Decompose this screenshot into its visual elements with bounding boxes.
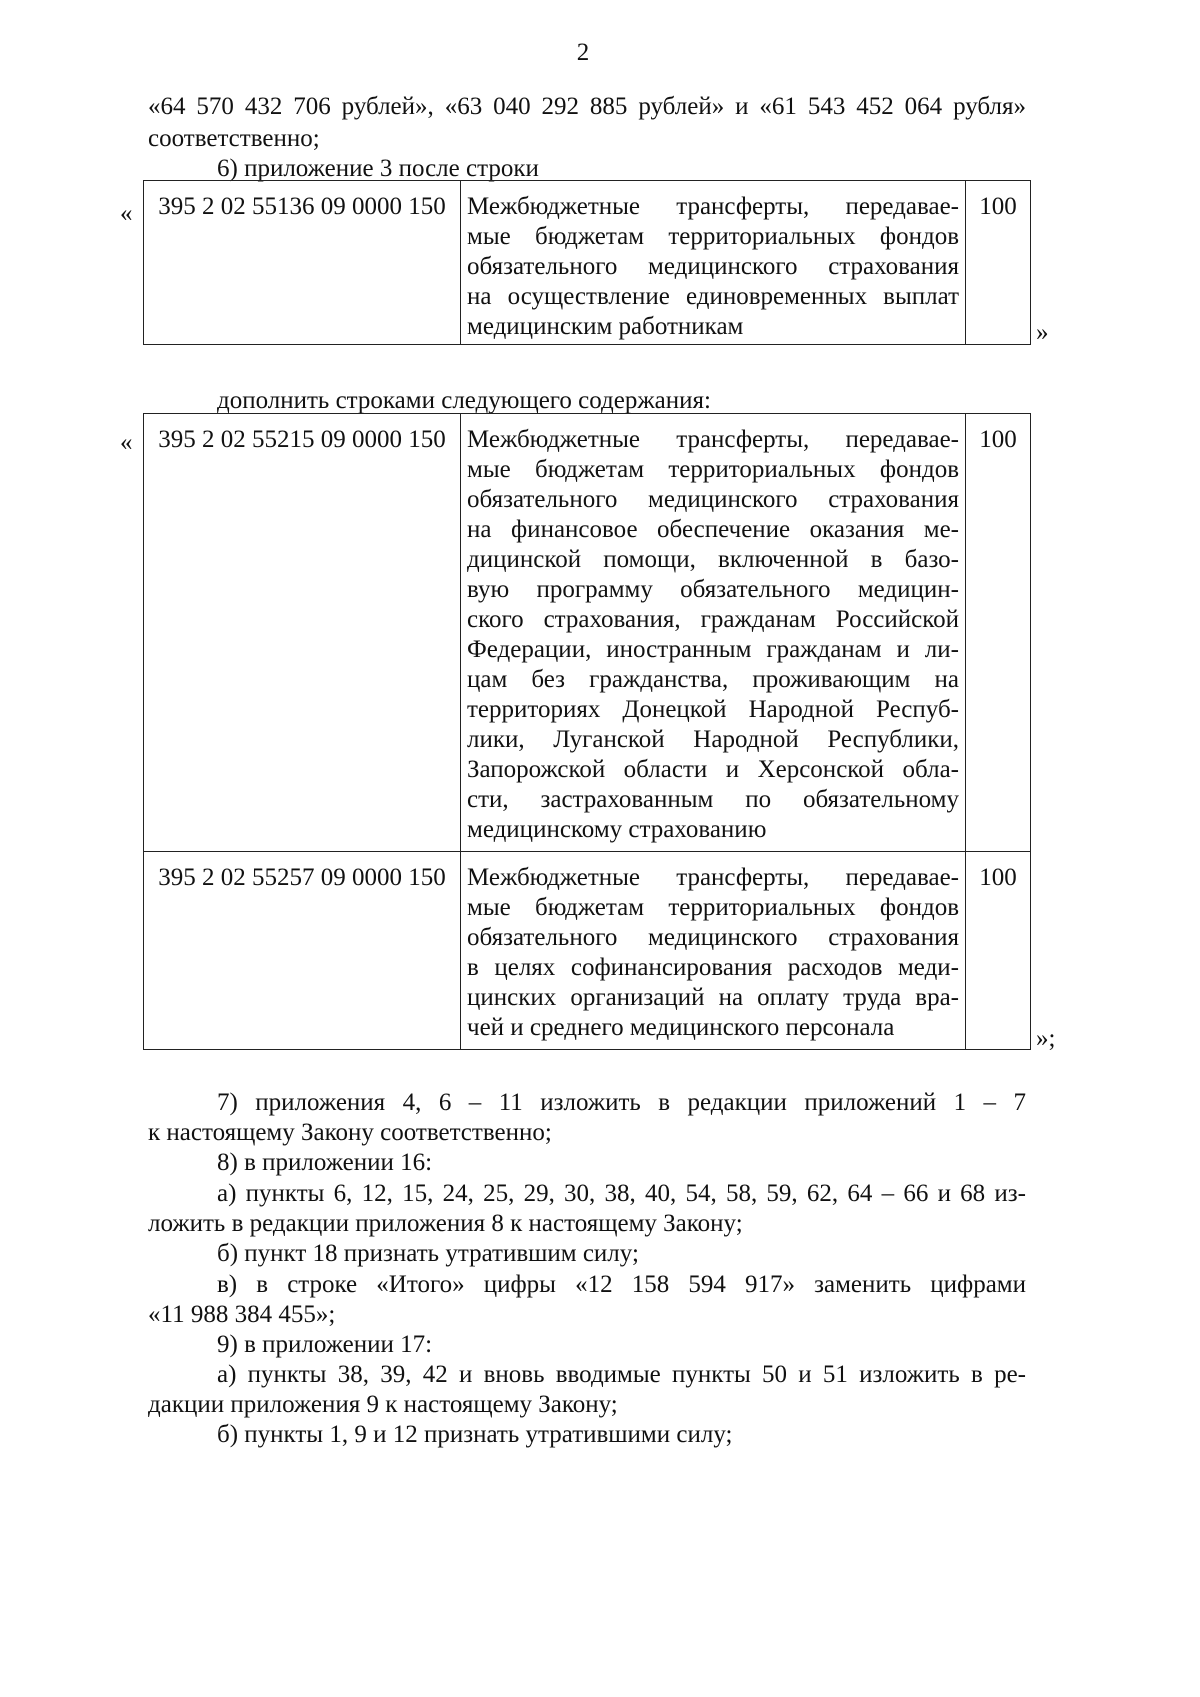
percent-cell: 100 [966, 414, 1031, 852]
description-line: мые бюджетам территориальных фондов [467, 223, 959, 250]
page-number: 2 [576, 39, 590, 66]
intro-line-1: «64 570 432 706 рублей», «63 040 292 885 рублей» и «61 543 452 064 рубля» [148, 93, 1026, 120]
description-line: мые бюджетам территориальных фондов [467, 456, 959, 483]
item-8v-line-1: в) в строке «Итого» цифры «12 158 594 917» заменить цифрами [217, 1271, 1026, 1298]
table-row [144, 414, 1031, 852]
item-8v-line-2: «11 988 384 455»; [148, 1301, 336, 1328]
description-line: на осуществление единовременных выплат [467, 283, 959, 310]
item-8a-line-2: ложить в редакции приложения 8 к настоящему Закону; [148, 1210, 743, 1237]
item-9-text: 9) в приложении 17: [217, 1331, 433, 1358]
description-line: медицинским работникам [467, 313, 744, 340]
item-8-text: 8) в приложении 16: [217, 1149, 433, 1176]
description-line: обязательного медицинского страхования [467, 486, 959, 513]
description-line: Межбюджетные трансферты, передавае- [467, 193, 959, 220]
item-8b-text: б) пункт 18 признать утратившим силу; [217, 1240, 639, 1267]
table-new-rows [143, 413, 1031, 1050]
description-line: дицинской помощи, включенной в базо- [467, 546, 959, 573]
description-line: Межбюджетные трансферты, передавае- [467, 864, 959, 891]
description-line: Запорожской области и Херсонской обла- [467, 756, 959, 783]
description-line: чей и среднего медицинского персонала [467, 1014, 895, 1041]
percent-cell: 100 [966, 852, 1031, 1050]
description-line: медицинскому страхованию [467, 816, 767, 843]
supplement-text: дополнить строками следующего содержания: [217, 387, 711, 414]
description-line: на финансовое обеспечение оказания ме- [467, 516, 959, 543]
intro-line-2: соответственно; [148, 125, 320, 152]
description-line: ского страхования, гражданам Российской [467, 606, 959, 633]
description-line: Федерации, иностранным гражданам и ли- [467, 636, 959, 663]
table-row [144, 181, 1031, 345]
table1-close-quote: » [1036, 319, 1049, 346]
description-cell [461, 852, 966, 1050]
table-row [144, 852, 1031, 1050]
percent-cell: 100 [966, 181, 1031, 345]
description-line: территориях Донецкой Народной Респуб- [467, 696, 959, 723]
description-line: мые бюджетам территориальных фондов [467, 894, 959, 921]
description-line: Межбюджетные трансферты, передавае- [467, 426, 959, 453]
item-6-text: 6) приложение 3 после строки [217, 155, 539, 182]
description-line: обязательного медицинского страхования [467, 924, 959, 951]
description-cell [461, 414, 966, 852]
description-line: в целях софинансирования расходов меди- [467, 954, 959, 981]
item-9a-line-2: дакции приложения 9 к настоящему Закону; [148, 1391, 618, 1418]
description-line: цам без гражданства, проживающим на [467, 666, 959, 693]
description-cell [461, 181, 966, 345]
table1-open-quote: « [120, 200, 133, 227]
budget-code-cell: 395 2 02 55215 09 0000 150 [144, 414, 461, 852]
item-9a-line-1: а) пункты 38, 39, 42 и вновь вводимые пункты 50 и 51 изложить в ре- [217, 1361, 1026, 1388]
item-7-line-1: 7) приложения 4, 6 – 11 изложить в редакции приложений 1 – 7 [217, 1089, 1026, 1116]
table2-open-quote: « [120, 429, 133, 456]
table2-close-quote: »; [1036, 1025, 1056, 1052]
description-line: цинских организаций на оплату труда вра- [467, 984, 959, 1011]
description-line: вую программу обязательного медицин- [467, 576, 959, 603]
description-line: сти, застрахованным по обязательному [467, 786, 959, 813]
item-9b-text: б) пункты 1, 9 и 12 признать утратившими силу; [217, 1421, 733, 1448]
budget-code-cell: 395 2 02 55136 09 0000 150 [144, 181, 461, 345]
budget-code-cell: 395 2 02 55257 09 0000 150 [144, 852, 461, 1050]
description-line: обязательного медицинского страхования [467, 253, 959, 280]
description-line: лики, Луганской Народной Республики, [467, 726, 959, 753]
table-existing-row [143, 180, 1031, 345]
item-8a-line-1: а) пункты 6, 12, 15, 24, 25, 29, 30, 38, 40, 54, 58, 59, 62, 64 – 66 и 68 из- [217, 1180, 1026, 1207]
item-7-line-2: к настоящему Закону соответственно; [148, 1119, 552, 1146]
